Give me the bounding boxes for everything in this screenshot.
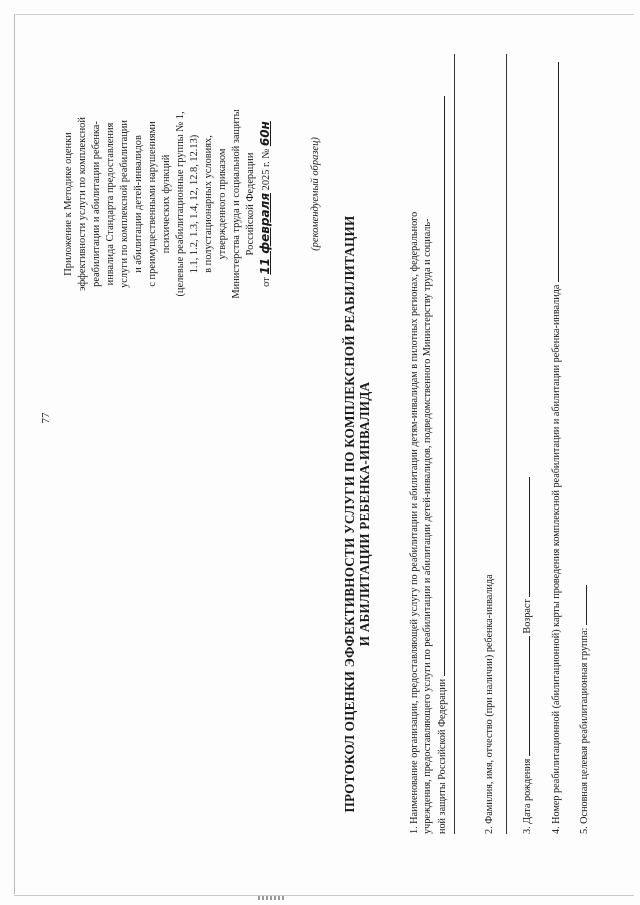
appendix-line: в полустационарных условиях, — [203, 135, 214, 273]
appendix-line: с преимущественными нарушениями — [147, 121, 158, 287]
date-prefix: от — [261, 277, 272, 287]
appendix-line: реабилитации и абилитации ребенка- — [91, 121, 102, 287]
card-number-blank[interactable] — [548, 62, 559, 282]
page-number: 77 — [40, 412, 52, 424]
recommended-sample-note: (рекомендуемый образец) — [310, 137, 321, 251]
appendix-line: (целевые реабилитационные группы № 1, — [175, 111, 186, 297]
field-organization-line-1: 1. Наименование организации, предоставляющей услугу по реабилитации и абилитации детям-инвалидам в пилотных регионах, федерального — [409, 211, 420, 834]
appendix-line: Российской Федерации — [245, 152, 256, 256]
birth-date-label: 3. Дата рождения — [522, 758, 533, 834]
field-organization-line-2: учреждения, предоставляющего услуги по реабилитации и абилитации детей-инвалидов, подведомственного Министерству труда и социаль- — [422, 218, 433, 834]
organization-blank[interactable] — [434, 96, 445, 676]
page-edge-bottom — [14, 895, 634, 896]
appendix-line: и абилитации детей-инвалидов — [133, 135, 144, 273]
scan-artifact — [258, 896, 284, 900]
full-name-blank[interactable] — [506, 54, 507, 834]
appendix-line: утвержденного приказом — [217, 148, 228, 260]
appendix-line: психических функций — [161, 154, 172, 254]
target-group-label: 5. Основная целевая реабилитационная группа: — [579, 627, 590, 834]
rotated-content — [14, 14, 634, 894]
handwritten-date: 11 февраля — [258, 192, 272, 275]
field-birth-age — [519, 477, 534, 834]
appendix-line: эффективности услуги по комплексной — [77, 117, 88, 291]
date-year: 2025 г. № — [261, 148, 272, 191]
appendix-line: Приложение к Методике оценки — [63, 132, 74, 276]
order-date-line — [258, 14, 274, 394]
field-full-name — [483, 574, 496, 834]
organization-blank-line-2[interactable] — [454, 54, 455, 834]
appendix-line: инвалида Стандарта предоставления — [105, 122, 116, 286]
target-group-blank[interactable] — [576, 585, 587, 625]
birth-date-blank[interactable] — [519, 636, 530, 756]
appendix-line: Министерства труда и социальной защиты — [231, 109, 242, 299]
protocol-title — [342, 194, 372, 834]
handwritten-order-number: 60н — [258, 121, 272, 147]
field-target-group — [576, 585, 591, 834]
full-name-label: 2. Фамилия, имя, отчество (при наличии) ребенка-инвалида — [484, 574, 495, 834]
title-line-1: ПРОТОКОЛ ОЦЕНКИ ЭФФЕКТИВНОСТИ УСЛУГИ ПО КОМПЛЕКСНОЙ РЕАБИЛИТАЦИИ — [342, 215, 357, 813]
appendix-line: 1.1, 1.2, 1.3, 1.4, 12, 12.8, 12.13) — [189, 134, 200, 274]
title-line-2: И АБИЛИТАЦИИ РЕБЕНКА-ИНВАЛИДА — [357, 381, 372, 647]
field-card-number — [548, 62, 563, 834]
field-organization — [408, 54, 449, 834]
appendix-header — [62, 14, 274, 394]
card-number-label: 4. Номер реабилитационной (абилитационной) карты проведения комплексной реабилитации и абилитации ребенка-инвалида — [551, 284, 562, 834]
age-label: Возраст — [522, 599, 533, 634]
field-organization-line-3: ной защиты Российской Федерации — [434, 54, 449, 834]
appendix-line: услуги по комплексной реабилитации — [119, 120, 130, 288]
age-blank[interactable] — [519, 477, 530, 597]
